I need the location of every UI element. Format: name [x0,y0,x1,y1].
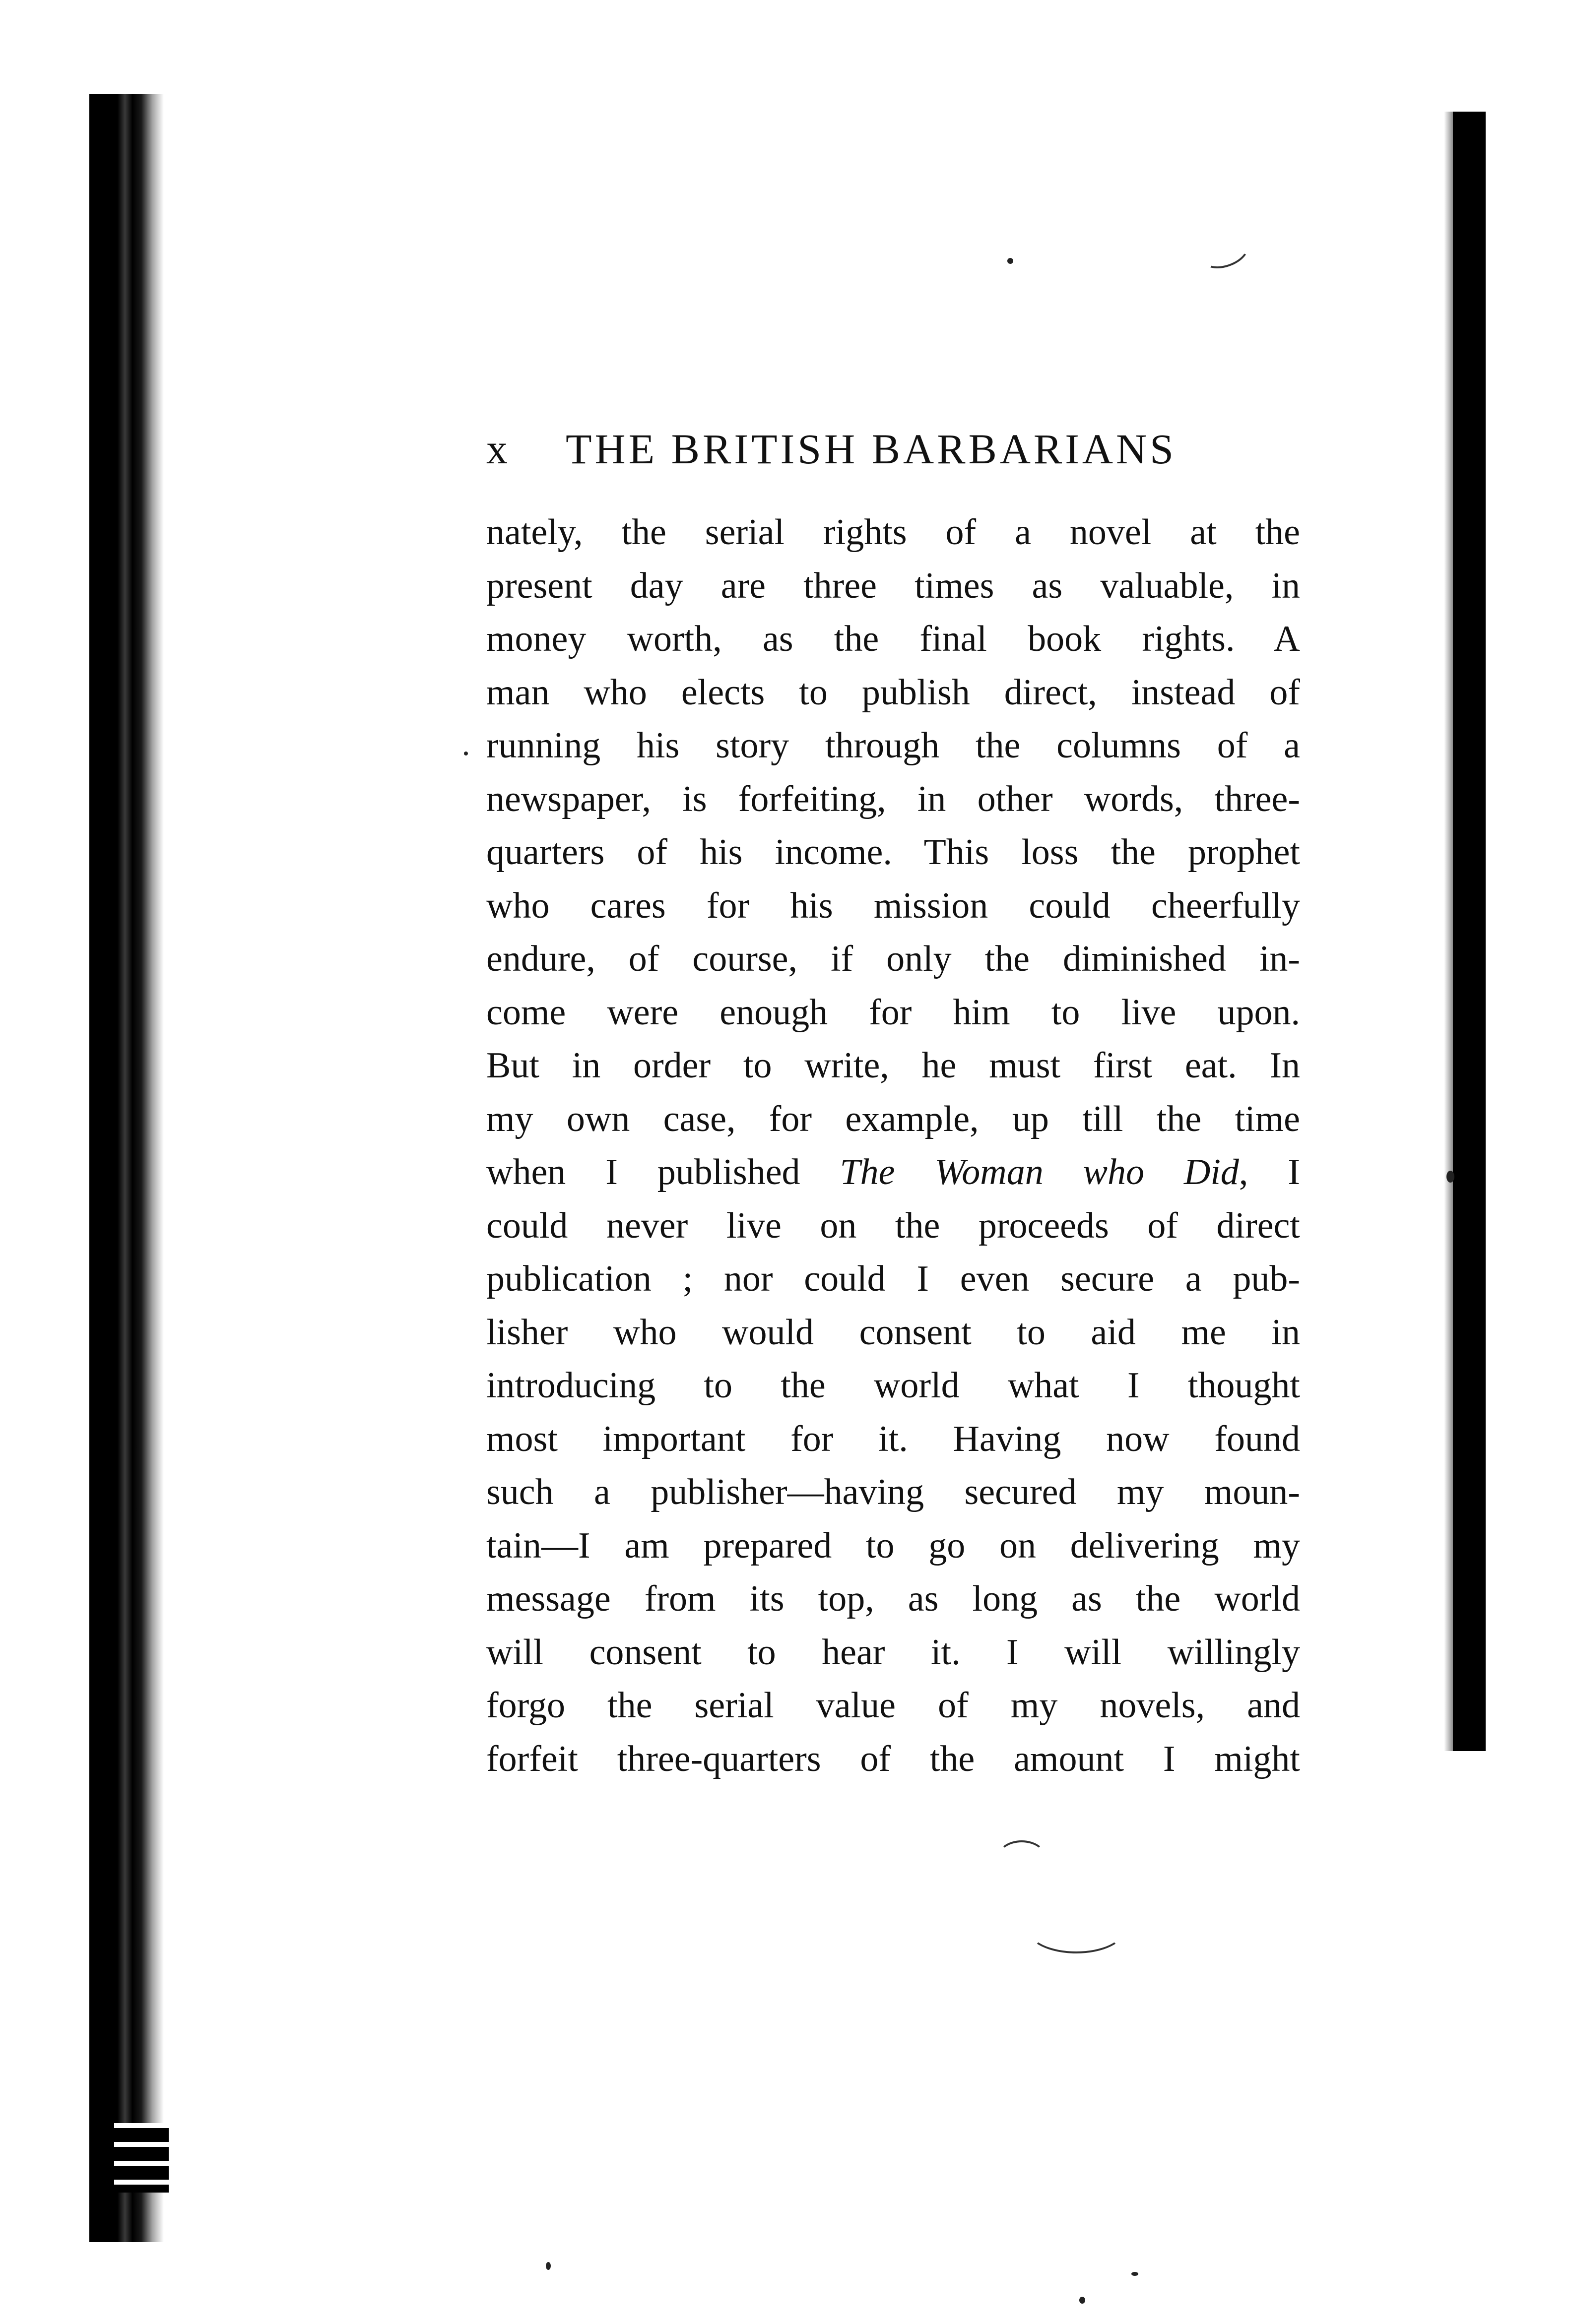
left-binding-stripes [114,2123,169,2193]
text-line: could never live on the proceeds of direct [486,1205,1300,1246]
page-number: x [486,425,511,473]
book-title: The Woman who Did [840,1152,1239,1193]
text-line: most important for it. Having now found [486,1418,1300,1459]
scan-speck [1446,1171,1454,1183]
text-line-with-title [486,1146,1300,1199]
text-line: forgo the serial value of my novels, and [486,1685,1300,1726]
left-binding-shadow [89,94,164,2242]
scan-scratch [1027,1905,1125,1953]
text-line: forfeit three-quarters of the amount I might [486,1738,1300,1779]
text-line: who cares for his mission could cheerfully [486,885,1300,926]
text-line: publication ; nor could I even secure a pub- [486,1258,1300,1299]
text-line: money worth, as the final book rights. A [486,619,1300,659]
text-line: running his story through the columns of a [486,725,1300,766]
running-title: THE BRITISH BARBARIANS [566,425,1177,473]
body-text [486,506,1300,1786]
scan-scratch [1197,231,1253,274]
text-line: newspaper, is forfeiting, in other words, three- [486,778,1300,819]
running-header [486,419,1295,484]
right-edge-bar [1453,112,1486,1751]
scan-speck [546,2262,551,2270]
text-line: such a publisher—having secured my moun- [486,1472,1300,1512]
text-line: tain—I am prepared to go on delivering my [486,1525,1300,1566]
text-line: come were enough for him to live upon. [486,992,1300,1033]
text-fragment: when I published [486,1152,800,1193]
text-line: But in order to write, he must first eat. In [486,1045,1300,1086]
text-line: man who elects to publish direct, instead of [486,672,1300,713]
text-line: introducing to the world what I thought [486,1365,1300,1406]
scan-scratch [997,1840,1046,1874]
text-line: my own case, for example, up till the time [486,1098,1300,1139]
text-line: endure, of course, if only the diminished in- [486,939,1300,979]
scan-speck [1007,258,1013,264]
text-line: quarters of his income. This loss the prophet [486,832,1300,873]
scan-speck [1131,2272,1138,2276]
scan-speck [1079,2297,1085,2304]
text-line: nately, the serial rights of a novel at the [486,512,1300,553]
text-fragment: , I [1239,1152,1300,1193]
text-line: message from its top, as long as the world [486,1578,1300,1619]
text-line: lisher who would consent to aid me in [486,1312,1300,1353]
text-line: present day are three times as valuable, in [486,565,1300,606]
scan-speck [464,752,468,755]
text-line: will consent to hear it. I will willingly [486,1632,1300,1673]
